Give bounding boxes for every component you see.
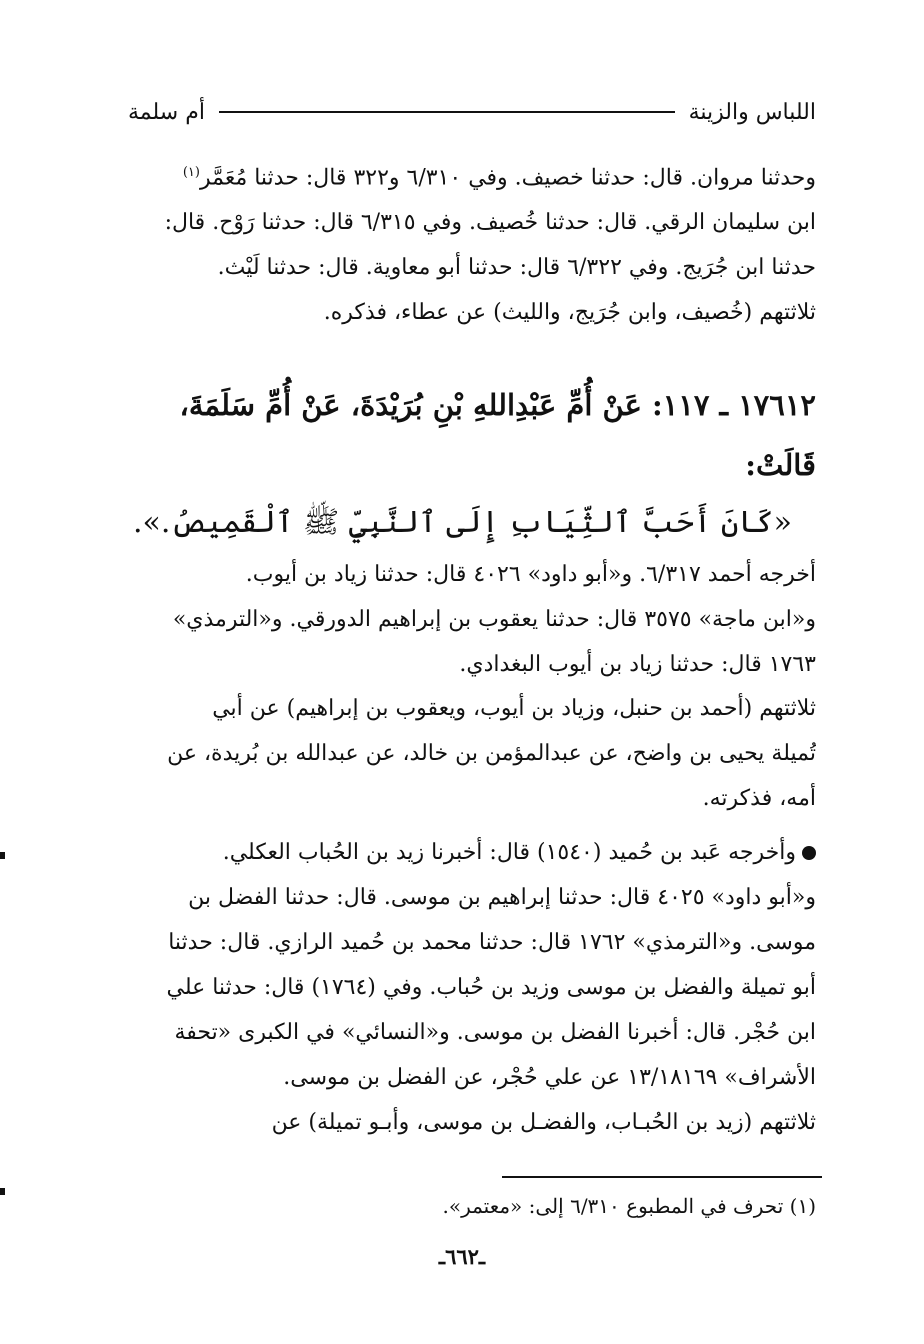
text-line: و«ابن ماجة» ٣٥٧٥ قال: حدثنا يعقوب بن إبراهيم الدورقي. و«الترمذي» bbox=[172, 607, 816, 632]
header-rule bbox=[219, 111, 675, 113]
footnote-marker[interactable]: (١) bbox=[182, 165, 200, 180]
hadith-heading bbox=[130, 375, 816, 551]
footnote-divider bbox=[502, 1176, 822, 1178]
hadith-qalat: قَالَتْ: bbox=[745, 448, 816, 482]
header-narrator: أم سلمة bbox=[128, 99, 205, 125]
intro-paragraph bbox=[130, 150, 816, 335]
text-line: ثلاثتهم (أحمد بن حنبل، وزياد بن أيوب، ويعقوب بن إبراهيم) عن أبي bbox=[212, 696, 816, 721]
text-line: وأخرجه عَبد بن حُميد (١٥٤٠) قال: أخبرنا زيد بن الحُباب العكلي. bbox=[130, 830, 816, 875]
chain-paragraph-1 bbox=[130, 686, 816, 821]
running-header bbox=[128, 92, 816, 132]
text-line: ابن سليمان الرقي. قال: حدثنا خُصيف. وفي ٦/٣١٥ قال: حدثنا رَوْح. قال: bbox=[164, 210, 816, 236]
text-line: ثلاثتهم (زيد بن الحُبـاب، والفضـل بن موسى، وأبـو تميلة) عن bbox=[271, 1110, 816, 1135]
text-line: أخرجه أحمد ٦/٣١٧. و«أبو داود» ٤٠٢٦ قال: حدثنا زياد بن أيوب. bbox=[245, 562, 816, 587]
takhrij-paragraph-1 bbox=[130, 552, 816, 687]
scan-edge-mark bbox=[0, 852, 5, 859]
takhrij-paragraph-2 bbox=[130, 830, 816, 1100]
text-line: تُميلة يحيى بن واضح، عن عبدالمؤمن بن خالد، عن عبدالله بن بُريدة، عن bbox=[167, 741, 816, 766]
hadith-isnad-line: ١٧٦١٢ ـ ١١٧: عَنْ أُمِّ عَبْدِاللهِ بْنِ بُرَيْدَةَ، عَنْ أُمِّ سَلَمَةَ، bbox=[179, 388, 816, 422]
hadith-matn: «كَانَ أَحَبَّ ٱلثِّيَابِ إِلَى ٱلنَّبِيِّ ﷺ ٱلْقَمِيصُ.». bbox=[132, 505, 792, 540]
chain-paragraph-2 bbox=[130, 1100, 816, 1145]
text-line: أبو تميلة والفضل بن موسى وزيد بن حُباب. وفي (١٧٦٤) قال: حدثنا علي bbox=[166, 975, 816, 1000]
text-line: و«أبو داود» ٤٠٢٥ قال: حدثنا إبراهيم بن موسى. قال: حدثنا الفضل بن bbox=[188, 885, 816, 910]
text-line: أمه، فذكرته. bbox=[702, 786, 816, 811]
header-section-title: اللباس والزينة bbox=[688, 99, 816, 125]
scan-edge-mark bbox=[0, 1188, 5, 1195]
page-number: ـ٦٦٢ـ bbox=[438, 1244, 486, 1269]
text-line: موسى. و«الترمذي» ١٧٦٢ قال: حدثنا محمد بن حُميد الرازي. قال: حدثنا bbox=[168, 930, 816, 955]
bullet-icon bbox=[802, 846, 816, 860]
text-line: وحدثنا مروان. قال: حدثنا خصيف. وفي ٦/٣١٠ و٣٢٢ قال: حدثنا مُعَمَّر$^{(١)}$ bbox=[182, 165, 816, 191]
footnote-text: (١) تحرف في المطبوع ٦/٣١٠ إلى: «معتمر». bbox=[442, 1194, 816, 1218]
text-line: ١٧٦٣ قال: حدثنا زياد بن أيوب البغدادي. bbox=[459, 652, 816, 677]
text-line: حدثنا ابن جُرَيج. وفي ٦/٣٢٢ قال: حدثنا أبو معاوية. قال: حدثنا لَيْث. bbox=[217, 255, 816, 281]
text-line: الأشراف» ١٣/١٨١٦٩ عن علي حُجْر، عن الفضل بن موسى. bbox=[283, 1065, 816, 1090]
text-line: ابن حُجْر. قال: أخبرنا الفضل بن موسى. و«النسائي» في الكبرى «تحفة bbox=[174, 1020, 816, 1045]
text-line: ثلاثتهم (خُصيف، وابن جُرَيج، والليث) عن عطاء، فذكره. bbox=[323, 300, 816, 326]
